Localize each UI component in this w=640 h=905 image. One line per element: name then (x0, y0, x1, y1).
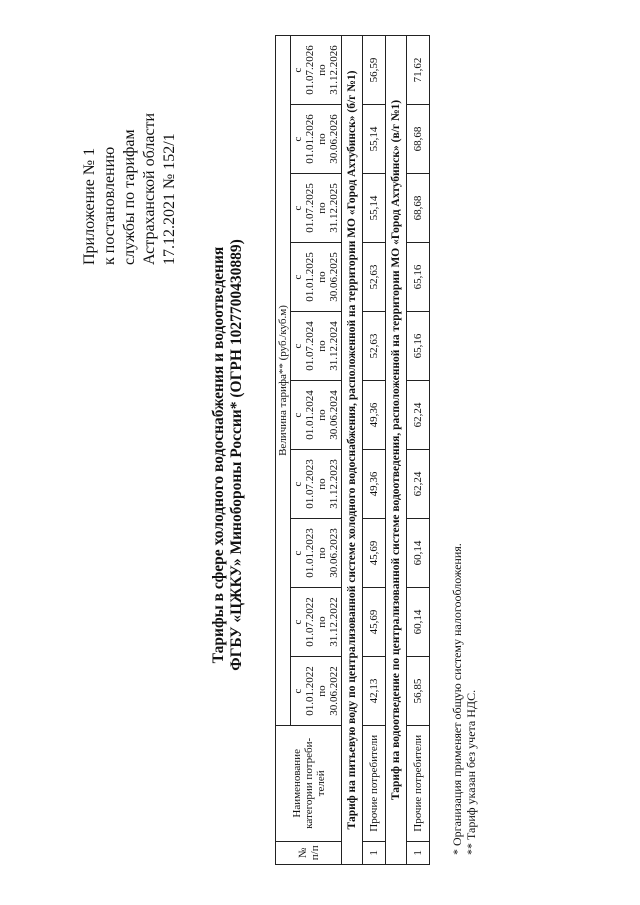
period-start: 01.07.2025 (304, 183, 316, 233)
period-end: 31.12.2024 (328, 321, 340, 371)
period-header (291, 450, 342, 519)
period-to: по (316, 202, 328, 214)
title-line: Тарифы в сфере холодного водоснабжения и водоотведения (210, 246, 227, 664)
period-to: по (316, 478, 328, 490)
tariff-value: 60,14 (407, 588, 430, 657)
period-from: с (292, 481, 304, 487)
period-to: по (316, 685, 328, 697)
period-to: по (316, 271, 328, 283)
tariff-value: 55,14 (363, 174, 386, 243)
tariff-value: 60,14 (407, 519, 430, 588)
period-to: по (316, 340, 328, 352)
row-number: 1 (407, 841, 430, 864)
period-header (291, 588, 342, 657)
header-number: № п/п (276, 841, 342, 864)
period-end: 30.06.2024 (328, 390, 340, 440)
appendix-line: Астраханской области (141, 112, 158, 265)
appendix-line: к постановлению (101, 146, 118, 265)
tariff-value: 71,62 (407, 36, 430, 105)
table-body (342, 36, 430, 865)
period-from: с (292, 619, 304, 625)
tariff-value: 55,14 (363, 105, 386, 174)
period-from: с (292, 550, 304, 556)
period-to: по (316, 133, 328, 145)
period-start: 01.01.2025 (304, 252, 316, 302)
period-to: по (316, 64, 328, 76)
footnote: * Организация применяет общую систему налогообложения. (450, 543, 464, 855)
period-from: с (292, 343, 304, 349)
section-heading-row (386, 36, 407, 865)
table-row (407, 36, 430, 865)
period-start: 01.01.2026 (304, 114, 316, 164)
tariff-value: 49,36 (363, 450, 386, 519)
appendix-line: 17.12.2021 № 152/1 (161, 133, 178, 265)
period-to: по (316, 616, 328, 628)
tariff-value: 45,69 (363, 588, 386, 657)
period-end: 31.12.2023 (328, 459, 340, 509)
tariff-value: 45,69 (363, 519, 386, 588)
period-start: 01.07.2023 (304, 459, 316, 509)
period-from: с (292, 688, 304, 694)
tariff-value: 52,63 (363, 243, 386, 312)
tariff-value: 62,24 (407, 450, 430, 519)
title-line: ФГБУ «ЦЖКУ» Минобороны России* (ОГРН 1027700430889) (228, 239, 245, 671)
period-header (291, 36, 342, 105)
table-row (363, 36, 386, 865)
appendix-line: службы по тарифам (121, 129, 138, 265)
tariff-value: 68,68 (407, 105, 430, 174)
period-header (291, 657, 342, 726)
tariff-value: 56,59 (363, 36, 386, 105)
period-header (291, 381, 342, 450)
tariff-value: 68,68 (407, 174, 430, 243)
period-from: с (292, 205, 304, 211)
period-end: 30.06.2025 (328, 252, 340, 302)
period-start: 01.01.2023 (304, 528, 316, 578)
period-to: по (316, 547, 328, 559)
period-start: 01.07.2026 (304, 45, 316, 95)
header-tariff-group: Величина тарифа** (руб./куб.м) (276, 36, 291, 726)
appendix-line: Приложение № 1 (81, 147, 98, 265)
period-header (291, 174, 342, 243)
tariff-value: 42,13 (363, 657, 386, 726)
period-to: по (316, 409, 328, 421)
period-start: 01.07.2024 (304, 321, 316, 371)
section-heading: Тариф на питьевую воду по централизованной системе холодного водоснабжения, расположенной на территории МО «Город Ахтубинск» (б/г №1) (342, 36, 363, 865)
period-end: 31.12.2026 (328, 45, 340, 95)
section-heading-row (342, 36, 363, 865)
period-start: 01.01.2022 (304, 666, 316, 716)
tariff-value: 65,16 (407, 243, 430, 312)
period-end: 31.12.2022 (328, 597, 340, 647)
tariff-value: 65,16 (407, 312, 430, 381)
tariff-value: 62,24 (407, 381, 430, 450)
period-end: 30.06.2023 (328, 528, 340, 578)
period-from: с (292, 67, 304, 73)
period-header (291, 312, 342, 381)
appendix-block (80, 45, 180, 265)
row-category: Прочие потребители (363, 726, 386, 842)
tariff-table (275, 35, 430, 865)
period-from: с (292, 274, 304, 280)
tariff-value: 56,85 (407, 657, 430, 726)
period-end: 30.06.2026 (328, 114, 340, 164)
period-header (291, 105, 342, 174)
period-from: с (292, 412, 304, 418)
tariff-value: 52,63 (363, 312, 386, 381)
footnote: ** Тариф указан без учета НДС. (464, 689, 478, 855)
period-header (291, 519, 342, 588)
tariff-value: 49,36 (363, 381, 386, 450)
period-header (291, 243, 342, 312)
row-category: Прочие потребители (407, 726, 430, 842)
period-start: 01.07.2022 (304, 597, 316, 647)
period-start: 01.01.2024 (304, 390, 316, 440)
period-end: 31.12.2025 (328, 183, 340, 233)
row-number: 1 (363, 841, 386, 864)
period-end: 30.06.2022 (328, 666, 340, 716)
period-from: с (292, 136, 304, 142)
header-category: Наименование категории потреби-телей (276, 726, 342, 842)
document-title (210, 205, 246, 705)
section-heading: Тариф на водоотведение по централизованной системе водоотведения, расположенной на территории МО «Город Ахтубинск» (в/г №1) (386, 36, 407, 865)
